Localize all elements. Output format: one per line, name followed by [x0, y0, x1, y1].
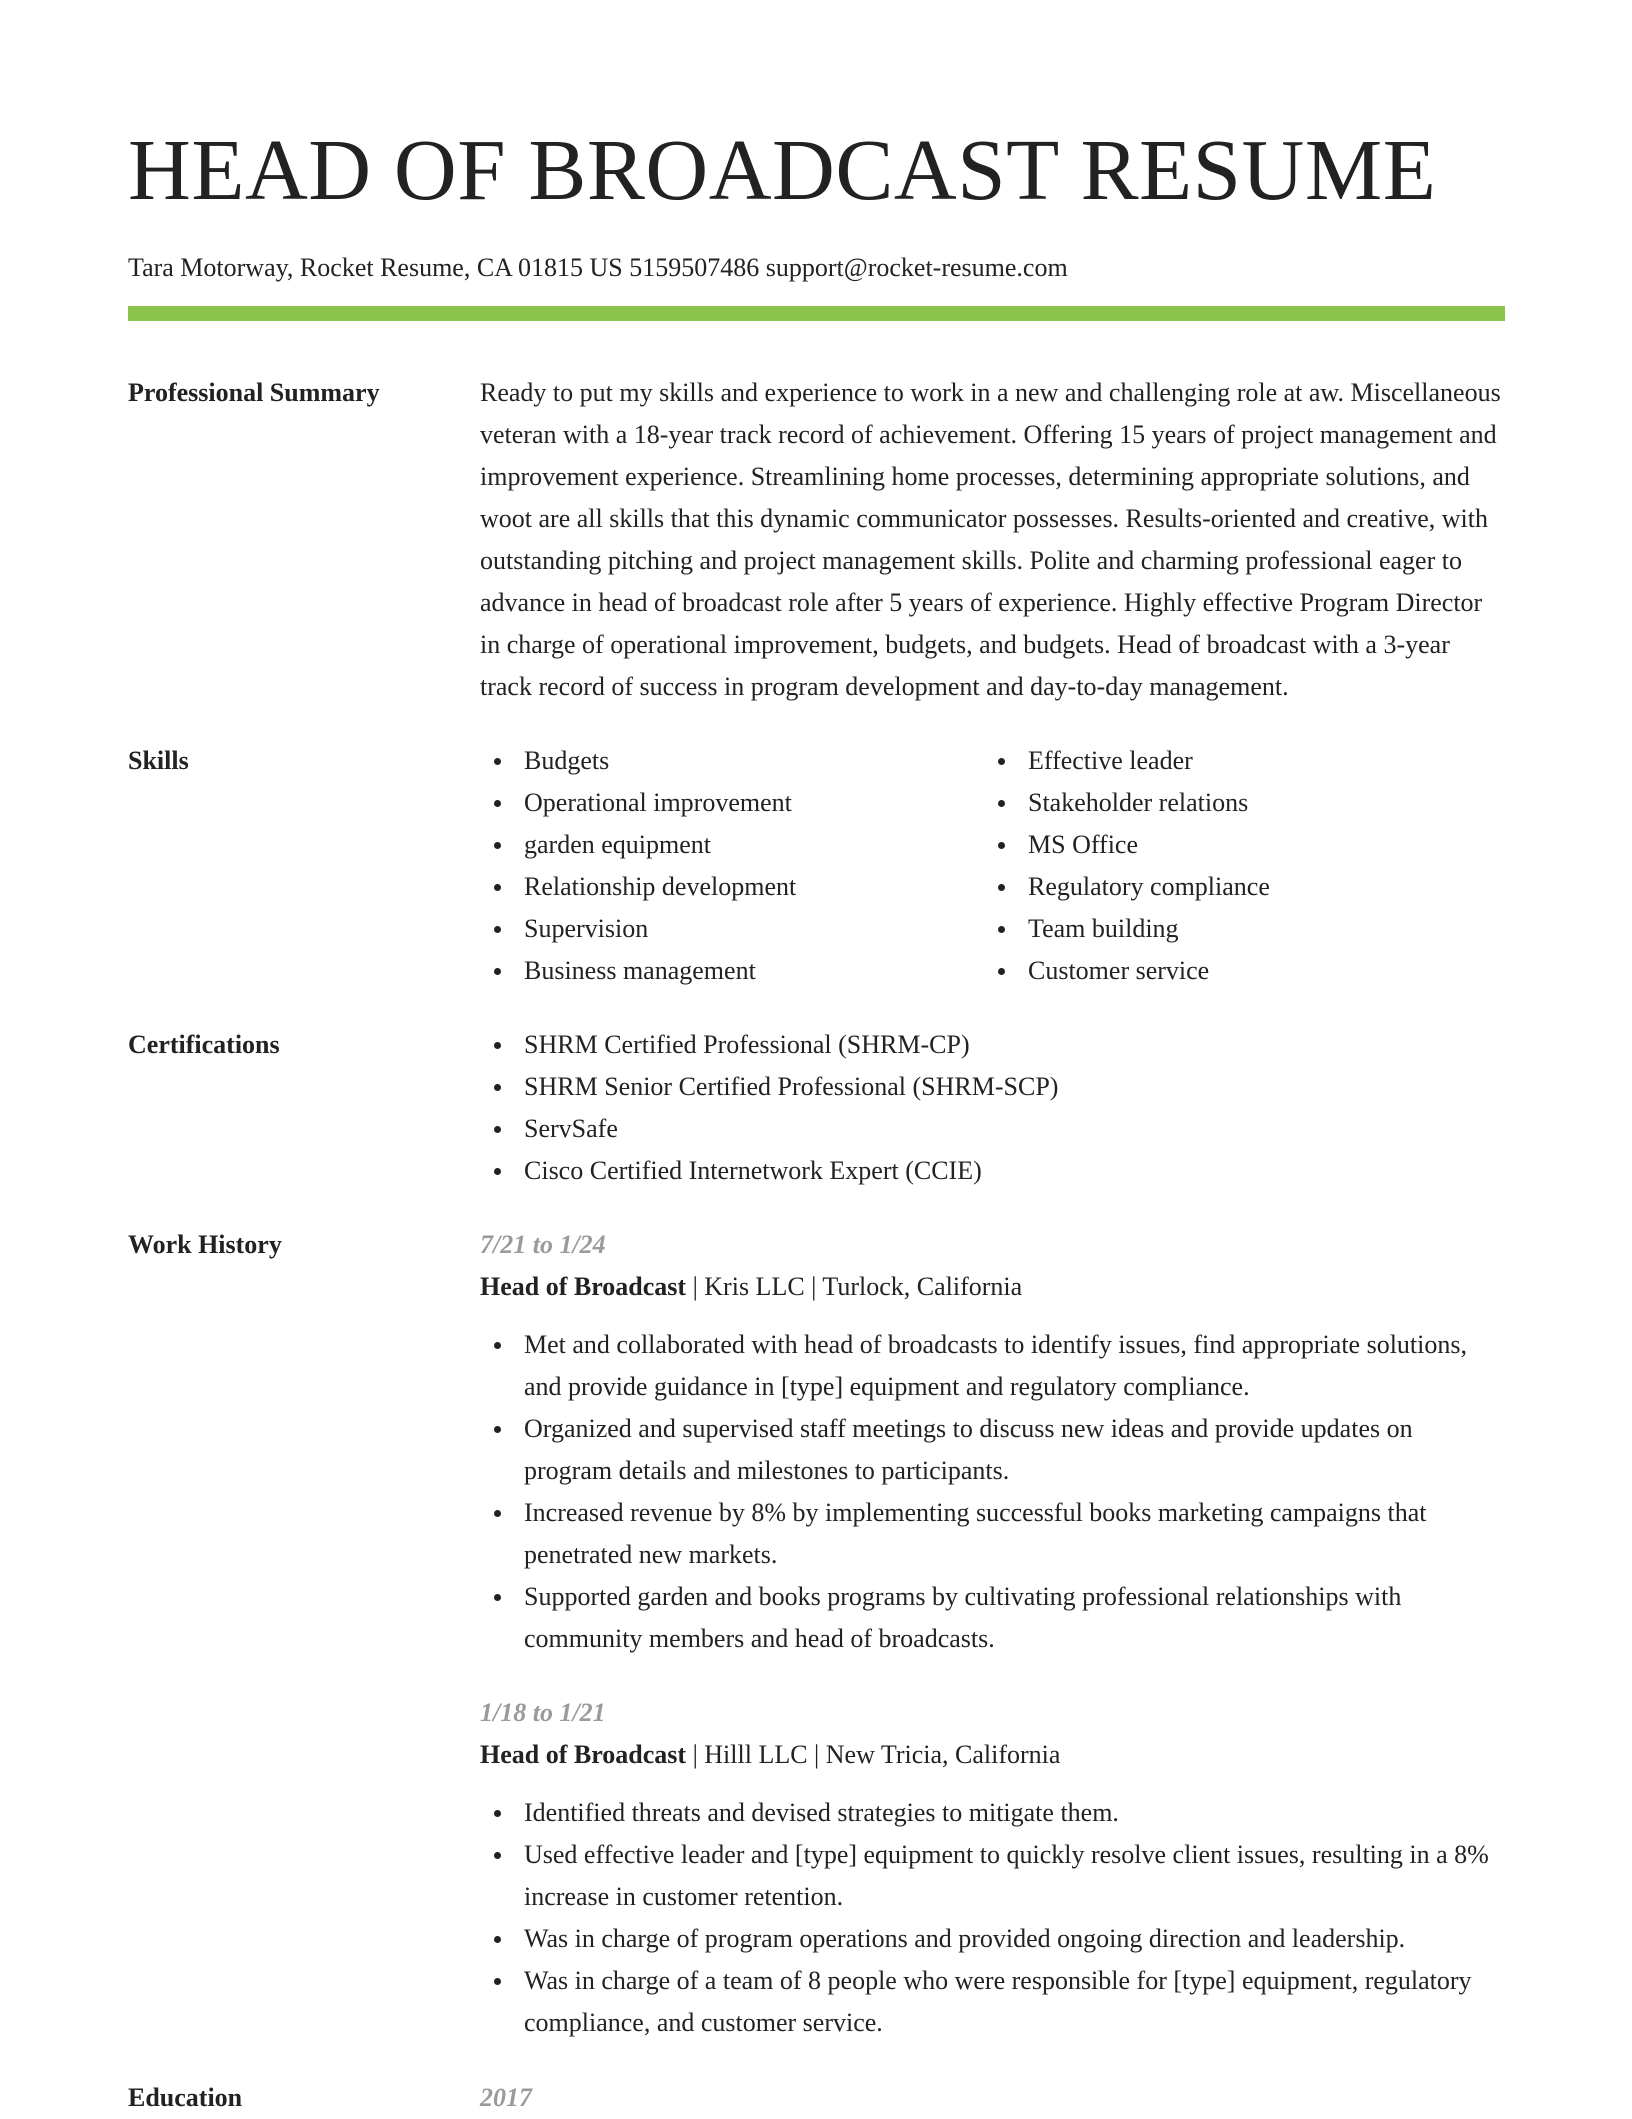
job-details: | Hilll LLC | New Tricia, California — [686, 1740, 1061, 1769]
job-title: Head of Broadcast — [480, 1272, 687, 1301]
certification-item: Cisco Certified Internetwork Expert (CCIE) — [480, 1150, 1505, 1192]
job-bullet: Used effective leader and [type] equipment to quickly resolve client issues, resulting in a 8% increase in customer retention. — [480, 1834, 1505, 1918]
skill-item: garden equipment — [480, 824, 984, 866]
section-label-certifications: Certifications — [128, 1030, 280, 1059]
section-label-work-history: Work History — [128, 1230, 282, 1259]
certification-item: SHRM Senior Certified Professional (SHRM-SCP) — [480, 1066, 1505, 1108]
job-bullet-list — [480, 1324, 1505, 1660]
skills-column-left — [480, 740, 984, 992]
skill-item: Budgets — [480, 740, 984, 782]
summary-text: Ready to put my skills and experience to work in a new and challenging role at aw. Miscellaneous veteran with a 18-year track record of achievement. Offering 15 years of project management and improvement experience. Streamlining home processes, determining appropriate solutions, and woot are all skills that this dynamic communicator possesses. Results-oriented and creative, with outstanding pitching and project management skills. Polite and charming professional eager to advance in head of broadcast role after 5 years of experience. Highly effective Program Director in charge of operational improvement, budgets, and budgets. Head of broadcast with a 3-year track record of success in program development and day-to-day management. — [480, 378, 1501, 701]
job-entry — [480, 1692, 1505, 2044]
skills-column-right — [984, 740, 1488, 992]
certification-item: SHRM Certified Professional (SHRM-CP) — [480, 1024, 1505, 1066]
job-dates: 1/18 to 1/21 — [480, 1698, 606, 1727]
job-heading — [480, 1734, 1505, 1776]
job-bullet-list — [480, 1792, 1505, 2044]
certifications-list — [480, 1024, 1505, 1192]
job-bullet: Was in charge of a team of 8 people who were responsible for [type] equipment, regulatory compliance, and customer service. — [480, 1960, 1505, 2044]
education-section — [128, 2077, 1505, 2119]
resume-title: HEAD OF BROADCAST RESUME — [128, 121, 1437, 218]
job-bullet: Organized and supervised staff meetings to discuss new ideas and provide updates on program details and milestones to participants. — [480, 1408, 1505, 1492]
education-date: 2017 — [480, 2083, 532, 2112]
job-bullet: Met and collaborated with head of broadcasts to identify issues, find appropriate solutions, and provide guidance in [type] equipment and regulatory compliance. — [480, 1324, 1505, 1408]
job-bullet: Increased revenue by 8% by implementing successful books marketing campaigns that penetrated new markets. — [480, 1492, 1505, 1576]
skill-item: Team building — [984, 908, 1488, 950]
accent-divider — [128, 306, 1505, 321]
contact-line: Tara Motorway, Rocket Resume, CA 01815 US 5159507486 support@rocket-resume.com — [128, 253, 1068, 282]
job-bullet: Identified threats and devised strategies to mitigate them. — [480, 1792, 1505, 1834]
job-entry — [480, 1224, 1505, 1660]
certification-item: ServSafe — [480, 1108, 1505, 1150]
section-label-summary: Professional Summary — [128, 378, 380, 407]
job-heading — [480, 1266, 1505, 1308]
skill-item: Business management — [480, 950, 984, 992]
skill-item: Relationship development — [480, 866, 984, 908]
skill-item: Supervision — [480, 908, 984, 950]
section-label-education: Education — [128, 2083, 243, 2112]
skills-section — [128, 740, 1505, 992]
job-bullet: Supported garden and books programs by cultivating professional relationships with community members and head of broadcasts. — [480, 1576, 1505, 1660]
certifications-section — [128, 1024, 1505, 1192]
skill-item: Regulatory compliance — [984, 866, 1488, 908]
skills-grid — [480, 740, 1505, 992]
skill-item: Effective leader — [984, 740, 1488, 782]
job-dates: 7/21 to 1/24 — [480, 1230, 606, 1259]
skill-item: Stakeholder relations — [984, 782, 1488, 824]
work-history-section — [128, 1224, 1505, 2044]
skill-item: Customer service — [984, 950, 1488, 992]
job-title: Head of Broadcast — [480, 1740, 687, 1769]
resume-page — [128, 0, 1505, 2119]
professional-summary-section — [128, 372, 1505, 708]
skill-item: MS Office — [984, 824, 1488, 866]
job-details: | Kris LLC | Turlock, California — [686, 1272, 1023, 1301]
job-bullet: Was in charge of program operations and provided ongoing direction and leadership. — [480, 1918, 1505, 1960]
section-label-skills: Skills — [128, 746, 189, 775]
skill-item: Operational improvement — [480, 782, 984, 824]
